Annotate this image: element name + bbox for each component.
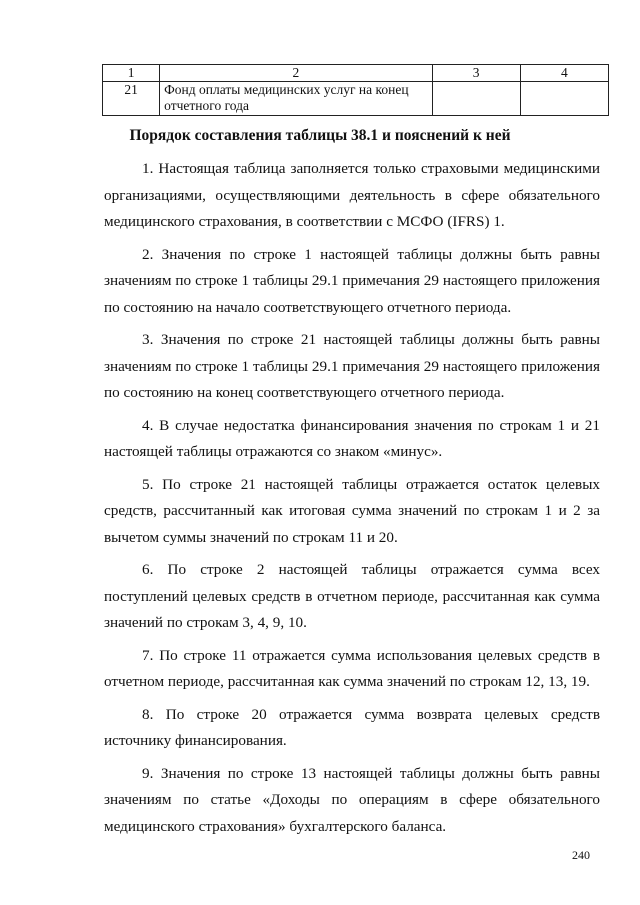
paragraph: 1. Настоящая таблица заполняется только страховыми медицинскими организациями, осуществляющими деятельность в сфере обязательного медицинского страхования, в соответствии с МСФО (IFRS) 1.	[104, 160, 600, 230]
paragraph: 4. В случае недостатка финансирования значения по строкам 1 и 21 настоящей таблицы отражаются со знаком «минус».	[104, 416, 600, 460]
paragraph: 8. По строке 20 отражается сумма возврата целевых средств источнику финансирования.	[104, 705, 600, 749]
row-number-cell: 21	[103, 82, 160, 116]
table-header-cell: 4	[520, 65, 608, 82]
paragraph: 7. По строке 11 отражается сумма использования целевых средств в отчетном периоде, рассчитанная как сумма значений по строкам 12, 13, 19.	[104, 646, 600, 690]
table-row	[103, 82, 609, 116]
paragraph: 9. Значения по строке 13 настоящей таблицы должны быть равны значениям по статье «Доходы по операциям в сфере обязательного медицинского страхования» бухгалтерского баланса.	[104, 764, 600, 835]
page-number: 240	[572, 848, 590, 862]
paragraph: 3. Значения по строке 21 настоящей таблицы должны быть равны значениям по строке 1 таблицы 29.1 примечания 29 настоящего приложения по состоянию на конец соответствующего отчетного периода.	[104, 331, 600, 401]
paragraph: 5. По строке 21 настоящей таблицы отражается остаток целевых средств, рассчитанный как итоговая сумма значений по строкам 1 и 2 за вычетом суммы значений по строкам 11 и 20.	[104, 475, 600, 546]
row-name-cell: Фонд оплаты медицинских услуг на конец отчетного года	[160, 82, 432, 116]
table-header-cell: 1	[103, 65, 160, 82]
section-heading: Порядок составления таблицы 38.1 и пояснений к ней	[129, 127, 511, 144]
row-value-cell	[520, 82, 608, 116]
row-value-cell	[432, 82, 520, 116]
paragraph: 6. По строке 2 настоящей таблицы отражается сумма всех поступлений целевых средств в отчетном периоде, рассчитанная как сумма значений по строкам 3, 4, 9, 10.	[104, 561, 600, 631]
table-header-row	[103, 65, 609, 82]
body-text	[104, 156, 600, 846]
table-header-cell: 3	[432, 65, 520, 82]
paragraph: 2. Значения по строке 1 настоящей таблицы должны быть равны значениям по строке 1 таблицы 29.1 примечания 29 настоящего приложения по состоянию на начало соответствующего отчетного периода.	[104, 245, 600, 316]
continued-table	[102, 64, 609, 116]
table-header-cell: 2	[160, 65, 432, 82]
